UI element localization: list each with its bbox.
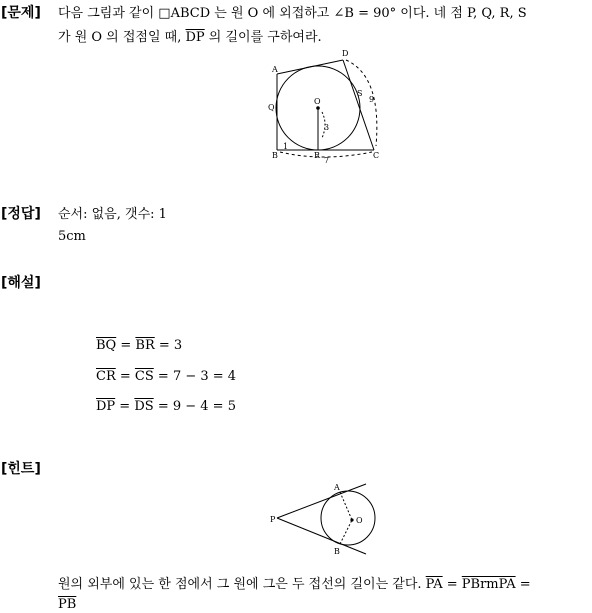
problem-text-post: 의 길이를 구하여라. [204, 30, 322, 45]
segment-pbrmpa: PBrmPA [461, 577, 516, 592]
answer-label: [정답] [1, 206, 41, 222]
center-dot [316, 106, 320, 110]
equation-3: $\overline{DP} = \overline{DS} = 9 - 4 = 5$ [96, 399, 236, 414]
side-ad [277, 60, 343, 74]
segment-cs: $\overline{CS}$ [134, 369, 154, 384]
hint-label-p: P [270, 515, 276, 524]
answer-value: 5cm [58, 229, 86, 244]
problem-figure [262, 46, 392, 166]
hint-circle [321, 491, 375, 545]
segment-cr: $\overline{CR}$ [96, 369, 116, 384]
hint-center-dot [350, 518, 353, 521]
label-q: Q [268, 103, 275, 112]
segment-pb: $\overline{PB}$ [58, 597, 77, 612]
problem-text-line2 [58, 26, 322, 45]
segment-dp: $\overline{DP}$ [185, 30, 205, 45]
segment-bq: $\overline{BQ}$ [96, 338, 117, 353]
segment-br: $\overline{BR}$ [135, 338, 155, 353]
side-dc [343, 60, 374, 150]
radius-oa [340, 492, 352, 520]
hint-eq-mid: = [442, 577, 462, 592]
hint-eq-tail: = [515, 577, 531, 592]
label-3: 3 [324, 123, 330, 132]
label-r: R [314, 151, 321, 160]
label-o: O [314, 97, 321, 106]
hint-figure [268, 478, 380, 560]
label-c: C [373, 151, 380, 160]
segment-pa: $\overline{PA}$ [425, 577, 443, 592]
hint-text-line2 [58, 597, 76, 612]
label-7: 7 [324, 156, 330, 165]
equation-1: $\overline{BQ} = \overline{BR} = 3$ [96, 338, 183, 353]
hint-label-b: B [334, 547, 340, 556]
problem-text-pre: 가 원 O 의 접점일 때, [58, 30, 186, 45]
hint-text-line1 [58, 573, 531, 592]
label-d: D [342, 49, 349, 58]
hint-label: [힌트] [1, 461, 41, 477]
hint-label-o: O [356, 516, 363, 525]
equation-1-rest: = 3 [154, 338, 183, 353]
segment-dp-2: $\overline{DP}$ [96, 399, 116, 414]
hint-text: 원의 외부에 있는 한 점에서 그 원에 그은 두 접선의 길이는 같다. [58, 577, 426, 592]
problem-label: [문제] [1, 5, 41, 21]
hint-label-a: A [334, 483, 340, 492]
label-a: A [272, 65, 278, 74]
label-b: B [272, 151, 278, 160]
radius-ob [340, 520, 352, 544]
equation-2: $\overline{CR} = \overline{CS} = 7 - 3 = 4$ [96, 369, 237, 384]
answer-meta: 순서: 없음, 갯수: 1 [58, 207, 167, 222]
label-9: 9 [369, 95, 375, 104]
label-s: S [357, 89, 363, 98]
explanation-label: [해설] [1, 275, 41, 291]
problem-text-line1: 다음 그림과 같이 □ABCD 는 원 O 에 외접하고 ∠B = 90° 이다. 네 점 P, Q, R, S [58, 6, 527, 21]
equation-3-rest: = 9 − 4 = 5 [153, 399, 236, 414]
label-1: 1 [283, 142, 289, 151]
segment-ds: $\overline{DS}$ [134, 399, 154, 414]
equation-2-rest: = 7 − 3 = 4 [153, 369, 237, 384]
